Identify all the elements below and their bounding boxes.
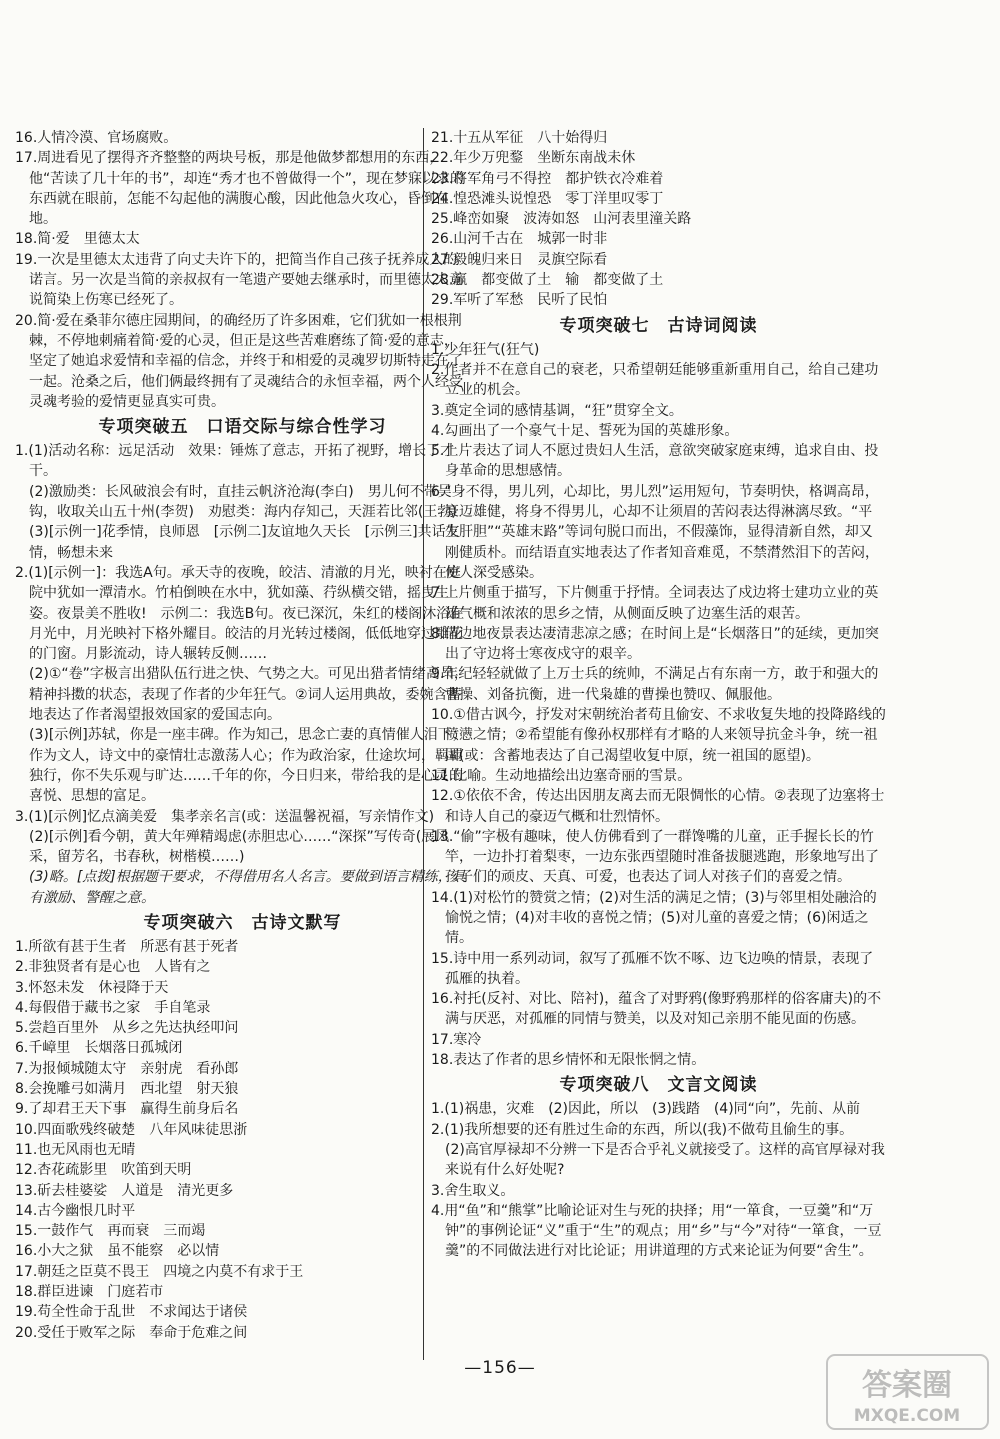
answer-item: 28.赢 都变做了土 输 都变做了土: [431, 272, 664, 289]
answer-item: 2.(1)我所想要的还有胜过生命的东西，所以(我)不做苟且偷生的事。: [431, 1121, 854, 1138]
answer-item: 9.年纪轻轻就做了上万士兵的统帅，不满足占有东南一方，敢于和强大的曹操、刘备抗衡，进一代枭雄的曹操也赞叹、佩服他。: [431, 666, 879, 703]
answer-item: 25.峰峦如聚 波涛如怒 山河表里潼关路: [431, 211, 692, 228]
answer-item: 11.也无风雨也无晴: [15, 1141, 136, 1158]
watermark-logo-icon: [825, 1353, 990, 1431]
answer-subitem: (2)高官厚禄却不分辨一下是否合乎礼义就接受了。这样的高官厚禄对我来说有什么好处呢?: [445, 1141, 885, 1179]
answer-subitem: (3)[示例一]花季情，良师恩 [示例二]友谊地久天长 [示例三]共话友情，畅想未来: [29, 524, 460, 561]
answer-item: 9.了却君王天下事 赢得生前身后名: [15, 1101, 239, 1118]
answer-item: 2.作者并不在意自己的衰老，只希望朝廷能够重新重用自己，给自己建功立业的机会。: [431, 361, 879, 399]
answer-item: 1.少年狂气(狂气): [431, 341, 540, 358]
section-heading-5: 专项突破五 口语交际与综合性学习: [98, 417, 387, 438]
answer-item: 2.非独贤者有是心也 人皆有之: [15, 959, 211, 976]
watermark-url: MXQE.COM: [853, 1406, 961, 1426]
answer-item: 15.一鼓作气 再而衰 三而竭: [15, 1223, 206, 1240]
answer-item: 6.“身不得，男儿列，心却比，男儿烈”运用短句，节奏明快，格调高昂，豪迈雄健，将身不得男儿，心却不让须眉的苦闷表达得淋漓尽致。“平生肝胆”“英雄末路”等词句脱口而出，不假藻饰，显得清新自然，却又刚健质朴。而结语直实地表达了作者知音难觅，不禁潸然泪下的苦闷，使人深受感染。: [431, 483, 879, 581]
answer-item: 5.尝趋百里外 从乡之先达执经叩问: [15, 1020, 239, 1037]
answer-item: 11.比喻。生动地描绘出边塞奇丽的雪景。: [431, 767, 692, 784]
answer-item: 7.上片侧重于描写，下片侧重于抒情。全词表达了戍边将士建功立业的英雄气概和浓浓的思乡之情，从侧面反映了边塞生活的艰苦。: [431, 585, 879, 622]
answer-item: 1.(1)活动名称：远足活动 效果：锤炼了意志，开拓了视野，增长了才干。: [15, 443, 455, 480]
section-heading-7: 专项突破七 古诗词阅读: [559, 315, 758, 336]
answer-item: 3.(1)[示例]忆点滴美爱 集孝亲名言(或：送温馨祝福，写亲情作文): [15, 808, 435, 825]
right-column: [431, 128, 886, 1262]
answer-note: (3)略。[点拨]根据题干要求，不得借用名人名言。要做到语言精练，具有激励、警醒之意。: [29, 869, 466, 906]
answer-item: 14.古今幽恨几时平: [15, 1202, 136, 1219]
answer-item: 10.四面歌残终破楚 八年风味徒思浙: [15, 1121, 248, 1138]
answer-item: 14.(1)对松竹的赞赏之情；(2)对生活的满足之情；(3)与邻里相处融洽的愉悦之情；(4)对丰收的喜悦之情；(5)对儿童的喜爱之情；(6)闲适之情。: [431, 889, 877, 947]
answer-item: 12.杏花疏影里 吹笛到天明: [15, 1162, 192, 1179]
answer-subitem: (3)[示例]苏轼，你是一座丰碑。作为知己，思念亡妻的真情催人泪下；作为文人，诗文中的豪情壮志激荡人心；作为政治家，仕途坎坷，羁羁独行，你不失乐观与旷达……千年的你，今日归来，带给我的是心灵的喜悦、思想的富足。: [29, 727, 466, 805]
answer-item: 1.所欲有甚于生者 所恶有甚于死者: [15, 938, 239, 955]
answer-item: 26.山河千古在 城郭一时非: [431, 231, 608, 248]
answer-item: 24.惶恐滩头说惶恐 零丁洋里叹零丁: [431, 190, 664, 207]
answer-item: 4.每假借于藏书之家 手自笔录: [15, 999, 211, 1016]
answer-subitem: (2)[示例]看今朝，黄大年殚精竭虑(赤胆忠心……“深探”写传奇(展风采，留芳名，书春秋，树楷模……): [29, 828, 450, 866]
answer-item: 10.①借古讽今，抒发对宋朝统治者苟且偷安、不求收复失地的投降路线的愤懑之情；②希望能有像孙权那样有才略的人来领导抗金斗争，统一祖国(或：含蓄地表达了自己渴望收复中原，统一祖国的愿望)。: [431, 707, 886, 764]
answer-item: 16.小大之狱 虽不能察 必以情: [15, 1243, 220, 1260]
answer-item: 19.一次是里德太太违背了向丈夫许下的，把简当作自己孩子抚养成人的诺言。另一次是当简的亲叔叔有一笔遗产要她去继承时，而里德太太竟说简染上伤寒已经死了。: [15, 251, 463, 309]
answer-item: 22.年少万兜鍪 坐断东南战未休: [431, 150, 636, 167]
section-heading-6: 专项突破六 古诗文默写: [143, 912, 342, 933]
answer-item: 3.舍生取义。: [431, 1182, 515, 1199]
answer-item: 20.简·爱在桑菲尔德庄园期间，的确经历了许多困难，它们犹如一根根荆棘，不停地刺痛着简·爱的心灵，但正是这些苦难磨练了简·爱的意志，坚定了她追求爱情和幸福的信念，并终于和相爱的灵魂罗切斯特走在了一起。沧桑之后，他们俩最终拥有了灵魂结合的永恒幸福，两个人经受灵魂考验的爱情更显真实可贵。: [15, 312, 463, 410]
answer-item: 6.千嶂里 长烟落日孤城闭: [15, 1040, 183, 1057]
answer-item: 13.“偷”字极有趣味，使人仿佛看到了一群馋嘴的儿童，正手握长长的竹竿，一边扑打着梨枣，一边东张西望随时准备拔腿逃跑，形象地写出了孩子们的顽皮、天真、可爱，也表达了词人对孩子们的喜爱之情。: [431, 828, 879, 886]
answer-item: 8.借边地夜景表达凄清悲凉之感；在时间上是“长烟落日”的延续，更加突出了守边将士寒夜戍守的艰辛。: [431, 625, 879, 663]
answer-item: 3.奠定全词的感情基调，“狂”贯穿全文。: [431, 402, 683, 419]
answer-item: 4.勾画出了一个豪气十足、誓死为国的英雄形象。: [431, 422, 739, 439]
answer-item: 29.军听了军愁 民听了民怕: [431, 292, 608, 309]
answer-item: 19.苟全性命于乱世 不求闻达于诸侯: [15, 1304, 248, 1321]
answer-item: 2.(1)[示例一]：我选A句。承天寺的夜晚，皎洁、清澈的月光，映衬在庭院中犹如一潭清水。竹柏倒映在水中，犹如藻、荇纵横交错，摇曳生姿。夜景美不胜收! 示例二：我选B句。夜已深沉，朱红的楼阁沐浴在月光中，月光映衬下格外耀目。皎洁的月光转过楼阁，低低地穿过雕花的门窗。月影流动，诗人辗转反侧……: [15, 564, 465, 663]
watermark-title: 答案圈: [862, 1368, 952, 1403]
answer-subitem: (2)激励类：长风破浪会有时，直挂云帆济沧海(李白) 男儿何不带吴钩，收取关山五十州(李贺) 劝慰类：海内存知己，天涯若比邻(王勃): [29, 483, 457, 521]
left-column: [15, 128, 470, 1343]
answer-item: 23.将军角弓不得控 都护铁衣冷难着: [431, 170, 664, 187]
answer-subitem: (2)①“卷”字极言出猎队伍行进之快、气势之大。可见出猎者情绪高昂，精神抖擞的状态，表现了作者的少年狂气。②词人运用典故，委婉含蓄地表达了作者渴望报效国家的爱国志向。: [29, 666, 468, 724]
answer-item: 17.寒冷: [431, 1031, 482, 1048]
answer-item: 17.周进看见了摆得齐齐整整的两块号板，那是他做梦都想用的东西，他“苦读了几十年的书”，却连“秀才也不曾做得一个”，现在梦寐以求的东西就在眼前，怎能不勾起他的满腹心酸，因此他急火攻心，昏倒在地。: [15, 150, 465, 228]
answer-item: 12.①依依不舍，传达出因朋友离去而无限惆怅的心情。②表现了边塞将士和诗人自己的豪迈气概和壮烈情怀。: [431, 788, 885, 825]
answer-item: 5.上片表达了词人不愿过贵妇人生活，意欲突破家庭束缚，追求自由、投身革命的思想感情。: [431, 443, 879, 480]
answer-item: 27.毅魄归来日 灵旗空际看: [431, 251, 608, 268]
answer-item: 16.衬托(反衬、对比、陪衬)，蕴含了对野鸦(像野鸦那样的俗客庸夫)的不满与厌恶，对孤雁的同情与赞美，以及对知己亲朋不能见面的伤感。: [431, 991, 882, 1028]
answer-item: 4.用“鱼”和“熊掌”比喻论证对生与死的抉择；用“一箪食，一豆羹”和“万钟”的事例论证“义”重于“生”的观点；用“乡”与“今”对待“一箪食，一豆羹”的不同做法进行对比论证；用讲道理的方式来论证为何要“舍生”。: [431, 1202, 882, 1260]
answer-item: 8.会挽雕弓如满月 西北望 射天狼: [15, 1081, 239, 1098]
answer-item: 7.为报倾城随太守 亲射虎 看孙郎: [15, 1060, 239, 1077]
answer-item: 18.群臣进谏 门庭若市: [15, 1284, 164, 1301]
section-heading-8: 专项突破八 文言文阅读: [559, 1075, 758, 1096]
answer-item: 13.斫去桂婆娑 人道是 清光更多: [15, 1182, 234, 1199]
answer-item: 1.(1)祸患，灾难 (2)因此，所以 (3)践踏 (4)同“向”，先前、从前: [431, 1101, 861, 1118]
answer-item: 18.表达了作者的思乡情怀和无限怅惘之情。: [431, 1052, 706, 1069]
answer-item: 17.朝廷之臣莫不畏王 四境之内莫不有求于王: [15, 1263, 304, 1280]
answer-item: 20.受任于败军之际 奉命于危难之间: [15, 1324, 248, 1341]
answer-item: 18.简·爱 里德太太: [15, 231, 140, 248]
page-number: —156—: [464, 1358, 536, 1378]
answer-item: 21.十五从军征 八十始得归: [431, 130, 608, 146]
answer-item: 15.诗中用一系列动词，叙写了孤雁不饮不啄、边飞边唤的情景，表现了孤雁的执着。: [431, 950, 874, 987]
answer-item: 16.人情冷漠、官场腐败。: [15, 130, 178, 146]
answer-item: 3.怀怒未发 休祲降于天: [15, 979, 169, 996]
